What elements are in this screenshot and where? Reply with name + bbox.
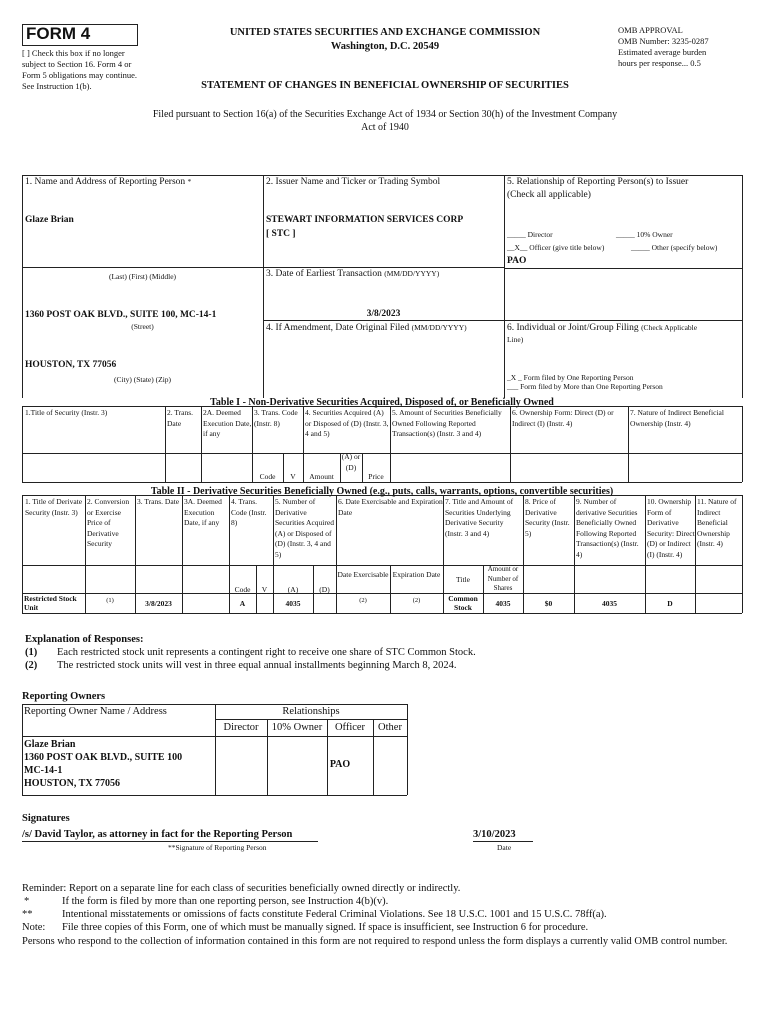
t2-sub-title: Title [456, 575, 470, 584]
grid-line [390, 406, 391, 482]
t2-sub-expiration: Expiration Date [392, 570, 441, 579]
table2-title: Table II - Derivative Securities Beneficially Owned (e.g., puts, calls, warrants, options, convertible securities) [150, 486, 614, 497]
t2-col-number: 5. Number of Derivative Securities Acquired (A) or Disposed of (D) (Instr. 3, 4 and 5) [275, 497, 334, 559]
reminder: Reminder: Report on a separate line for each class of securities beneficially owned directly or indirectly. [22, 883, 461, 894]
grid-line [645, 495, 646, 613]
t2-col-owned: 9. Number of derivative Securities Beneficially Owned Following Reported Transaction(s) (Instr. 4) [576, 497, 639, 559]
form-title: FORM 4 [26, 24, 91, 43]
grid-line [523, 495, 524, 613]
earliest-transaction-value: 3/8/2023 [366, 309, 401, 319]
agency-name: UNITED STATES SECURITIES AND EXCHANGE COMMISSION [229, 27, 541, 38]
t1-col-ownership: 6. Ownership Form: Direct (D) or Indirect (I) (Instr. 4) [512, 408, 614, 428]
grid-line [22, 495, 23, 613]
grid-line [182, 495, 183, 613]
filing-more-persons: ___ Form filed by More than One Reporting Person [507, 382, 663, 391]
grid-line [504, 268, 742, 269]
t2-row-price: $0 [544, 599, 553, 608]
t2-col-deemed: 3A. Deemed Execution Date, if any [184, 497, 222, 527]
omb-burden-2: hours per response... 0.5 [618, 58, 701, 68]
t2-sub-d: (D) [319, 585, 330, 594]
explanation-num-2: (2) [25, 660, 38, 671]
t2-col-nature: 11. Nature of Indirect Beneficial Ownership (Instr. 4) [697, 497, 737, 548]
grid-line [22, 704, 23, 795]
owner-line-3: MC-14-1 [24, 765, 63, 776]
city-label: (City) (State) (Zip) [113, 375, 172, 384]
rel-officer: __X__ Officer (give title below) [507, 243, 605, 252]
grid-line [22, 406, 742, 407]
t2-col-form: 10. Ownership Form of Derivative Security: Direct (D) or Indirect (I) (Instr. 4) [647, 497, 695, 559]
t1-col-amount-owned: 5. Amount of Securities Beneficially Owned Following Reported Transaction(s) (Instr. 3 and 4) [392, 408, 502, 438]
grid-line [263, 320, 742, 321]
footnote-double-star: Intentional misstatements or omissions of facts constitute Federal Criminal Violations. See 18 U.S.C. 1001 and 15 U.S.C. 78ff(a). [62, 909, 607, 920]
grid-line [574, 495, 575, 613]
omb-control-note: Persons who respond to the collection of information contained in this form are not required to respond unless the form displays a currently valid OMB control number. [22, 936, 728, 947]
grid-line [22, 593, 742, 594]
grid-line [22, 267, 504, 268]
grid-line [22, 565, 742, 566]
amendment-label: 4. If Amendment, Date Original Filed (MM/DD/YYYY) [266, 323, 467, 333]
t1-sub-a-or-d: (A) or (D) [341, 452, 361, 472]
owners-col-10pct: 10% Owner [271, 722, 323, 733]
owners-col-director: Director [223, 722, 259, 733]
owners-col-name: Reporting Owner Name / Address [24, 706, 167, 717]
t2-row-underlying-title: Common Stock [448, 594, 478, 612]
owner-line-2: 1360 POST OAK BLVD., SUITE 100 [24, 752, 183, 763]
grid-line [22, 613, 742, 614]
signature-underline [22, 841, 318, 842]
footnote-star: If the form is filed by more than one reporting person, see Instruction 4(b)(v). [62, 896, 389, 907]
check-box-note: [ ] Check this box if no longer subject to Section 16. Form 4 or Form 5 obligations may continue. See Instruction 1(b). [22, 48, 137, 91]
t2-sub-code: Code [234, 585, 251, 594]
t2-sub-a: (A) [287, 585, 299, 594]
owner-line-1: Glaze Brian [24, 739, 76, 750]
reporting-person-name: Glaze Brian [25, 215, 74, 225]
last-first-middle-label: (Last) (First) (Middle) [108, 272, 177, 281]
t2-col-date: 3. Trans. Date [137, 497, 180, 506]
t2-col-exercisable: 6. Date Exercisable and Expiration Date [338, 497, 443, 517]
footnote-note-mark: Note: [22, 922, 46, 933]
issuer-name: STEWART INFORMATION SERVICES CORP [266, 215, 464, 225]
rel-other: _____ Other (specify below) [631, 243, 718, 252]
t1-sub-v: V [290, 472, 296, 481]
issuer-ticker: [ STC ] [266, 229, 296, 239]
t2-sub-date-exercisable: Date Exercisable [337, 570, 389, 579]
signature-date: 3/10/2023 [473, 829, 516, 840]
city-value: HOUSTON, TX 77056 [25, 360, 117, 370]
street-label: (Street) [131, 322, 154, 331]
grid-line [22, 795, 407, 796]
omb-burden-1: Estimated average burden [618, 47, 707, 57]
grid-line [22, 406, 23, 482]
grid-line [135, 495, 136, 613]
relationship-label: 5. Relationship of Reporting Person(s) to Issuer [507, 177, 689, 187]
t1-sub-price: Price [368, 472, 384, 481]
grid-line [742, 175, 743, 398]
filing-label-line: Line) [507, 335, 524, 344]
grid-line [215, 704, 216, 795]
t1-sub-amount: Amount [309, 472, 334, 481]
owners-col-relationships: Relationships [282, 706, 340, 717]
signatures-title: Signatures [22, 813, 70, 824]
t1-col-acquired: 4. Securities Acquired (A) or Disposed of (D) (Instr. 3, 4 and 5) [305, 408, 389, 438]
relationship-sub: (Check all applicable) [507, 190, 591, 200]
explanation-text-1: Each restricted stock unit represents a contingent right to receive one share of STC Common Stock. [57, 647, 476, 658]
grid-line [22, 175, 23, 398]
grid-line [742, 495, 743, 613]
grid-line [201, 406, 202, 482]
rel-10pct-owner: _____ 10% Owner [616, 230, 673, 239]
statement-title: STATEMENT OF CHANGES IN BENEFICIAL OWNERSHIP OF SECURITIES [201, 80, 569, 91]
t2-row-exercisable: (2) [359, 597, 367, 604]
street-value: 1360 POST OAK BLVD., SUITE 100, MC-14-1 [25, 310, 217, 320]
reporting-person-label: 1. Name and Address of Reporting Person * [25, 177, 192, 187]
explanation-text-2: The restricted stock units will vest in three equal annual installments beginning March 8, 2024. [57, 660, 457, 671]
signature-date-underline [473, 841, 533, 842]
grid-line [742, 406, 743, 482]
t1-col-nature: 7. Nature of Indirect Beneficial Ownership (Instr. 4) [630, 408, 724, 428]
footnote-star-mark: * [24, 896, 30, 907]
t2-col-code: 4. Trans. Code (Instr. 8) [231, 497, 267, 527]
footnote-note: File three copies of this Form, one of which must be manually signed. If space is insufficient, see Instruction 6 for procedure. [62, 922, 589, 933]
filed-pursuant: Filed pursuant to Section 16(a) of the Securities Exchange Act of 1934 or Section 30(h) of the Investment Company Act of 1940 [152, 109, 618, 133]
grid-line [510, 406, 511, 482]
t2-row-form: D [667, 599, 673, 608]
owner-officer-title: PAO [329, 759, 351, 770]
owners-title: Reporting Owners [22, 691, 106, 702]
grid-line [407, 704, 408, 795]
grid-line [303, 406, 304, 482]
t2-row-security: Restricted Stock Unit [24, 594, 77, 612]
footnote-double-star-mark: ** [22, 909, 33, 920]
explanation-num-1: (1) [25, 647, 38, 658]
owners-col-other: Other [378, 722, 402, 733]
table1-title: Table I - Non-Derivative Securities Acquired, Disposed of, or Beneficially Owned [210, 397, 554, 408]
signature-date-label: Date [497, 843, 512, 852]
filing-label: 6. Individual or Joint/Group Filing (Check Applicable [507, 323, 698, 333]
rel-director: _____ Director [507, 230, 553, 239]
explanation-title: Explanation of Responses: [25, 634, 144, 645]
t2-col-conversion: 2. Conversion or Exercise Price of Derivative Security [87, 497, 130, 548]
t2-sub-amount: Amount or Number of Shares [487, 565, 519, 592]
grid-line [22, 495, 742, 496]
omb-approval: OMB APPROVAL [618, 25, 683, 35]
t2-row-code: A [239, 599, 246, 608]
officer-title: PAO [507, 256, 527, 266]
signature-label: **Signature of Reporting Person [168, 843, 267, 852]
grid-line [215, 719, 407, 720]
owner-line-4: HOUSTON, TX 77056 [24, 778, 121, 789]
t2-col-price: 8. Price of Derivative Security (Instr. 5) [525, 497, 570, 538]
t1-col-code: 3. Trans. Code (Instr. 8) [254, 408, 298, 428]
t2-col-underlying: 7. Title and Amount of Securities Underlying Derivative Security (Instr. 3 and 4) [445, 497, 514, 538]
grid-line [22, 453, 742, 454]
agency-city: Washington, D.C. 20549 [330, 41, 440, 52]
t2-row-underlying-amount: 4035 [495, 599, 511, 608]
t2-col-title: 1. Title of Derivate Security (Instr. 3) [25, 497, 83, 517]
grid-line [628, 406, 629, 482]
t1-col-title: 1.Title of Security (Instr. 3) [25, 408, 108, 417]
t2-sub-v: V [261, 585, 268, 594]
earliest-transaction-label: 3. Date of Earliest Transaction (MM/DD/YYYY) [266, 269, 440, 279]
grid-line [165, 406, 166, 482]
signature-text: /s/ David Taylor, as attorney in fact for the Reporting Person [22, 829, 293, 840]
grid-line [22, 175, 742, 176]
grid-line [504, 175, 505, 398]
t2-row-date: 3/8/2023 [145, 599, 172, 608]
t2-row-acquired: 4035 [285, 599, 301, 608]
t2-row-conversion: (1) [106, 597, 114, 604]
t1-sub-code: Code [259, 472, 276, 481]
t1-col-date: 2. Trans. Date [167, 408, 194, 428]
t1-col-deemed: 2A. Deemed Execution Date, if any [203, 408, 252, 438]
filing-one-person: _X _ Form filed by One Reporting Person [507, 373, 634, 382]
t2-row-expiration: (2) [412, 597, 421, 604]
grid-line [263, 175, 264, 398]
omb-number: OMB Number: 3235-0287 [618, 36, 709, 46]
issuer-label: 2. Issuer Name and Ticker or Trading Symbol [266, 177, 441, 187]
t2-row-owned: 4035 [602, 599, 617, 608]
owners-col-officer: Officer [334, 722, 366, 733]
grid-line [695, 495, 696, 613]
